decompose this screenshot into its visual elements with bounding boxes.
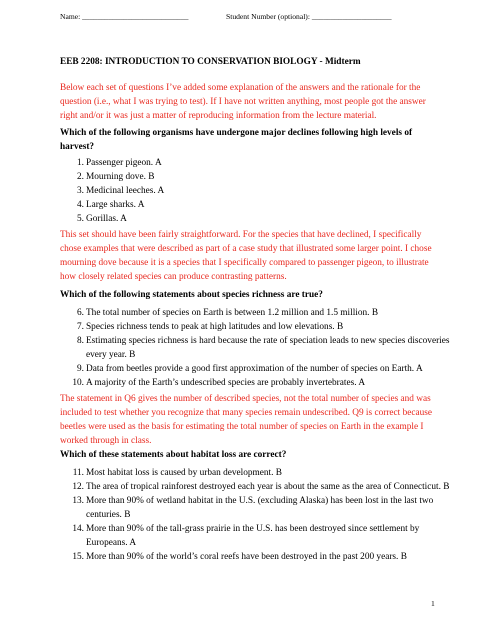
item-number: 11.	[72, 468, 84, 478]
section1-explanation: This set should have been fairly straightforward. For the species that have declined, I specifically chose examples that were described as part of a case study that illustrated some larger point. I chose mourning dove because it is a species that I specifically compared to passenger pigeon, to illustrate how closely related species can produce contrasting patterns.	[60, 230, 432, 282]
item-number: 1.	[77, 158, 84, 168]
intro-note: Below each set of questions I’ve added some explanation of the answers and the rationale for the question (i.e., what I was trying to test). If I have not written anything, most people got the answer right and/or it was just a matter of reproducing information from the lecture material.	[60, 83, 426, 121]
item-number: 6.	[77, 308, 84, 318]
item-text: More than 90% of the world’s coral reefs have been destroyed in the past 200 years. B	[86, 552, 407, 562]
item-text: Data from beetles provide a good first approximation of the number of species on Earth. A	[86, 364, 423, 374]
page-title: EEB 2208: INTRODUCTION TO CONSERVATION BIOLOGY - Midterm	[60, 57, 361, 67]
list-item	[60, 156, 450, 170]
item-number: 15.	[72, 552, 84, 562]
list-item	[60, 212, 450, 226]
section3-question: Which of these statements about habitat loss are correct?	[60, 450, 287, 460]
item-text: More than 90% of wetland habitat in the U.S. (excluding Alaska) has been lost in the last two centuries. B	[86, 496, 434, 520]
list-item	[60, 306, 450, 320]
list-item	[60, 550, 450, 564]
item-number: 14.	[72, 524, 84, 534]
list-item	[60, 522, 450, 550]
section2-list	[60, 306, 450, 390]
name-field-label: Name: ____________________________	[60, 12, 189, 21]
page-number: 1	[431, 599, 435, 608]
item-number: 5.	[77, 214, 84, 224]
student-number-field-label: Student Number (optional): _____________________	[226, 12, 392, 21]
item-text: The total number of species on Earth is between 1.2 million and 1.5 million. B	[86, 308, 379, 318]
item-text: A majority of the Earth’s undescribed species are probably invertebrates. A	[86, 378, 366, 388]
item-number: 4.	[77, 200, 84, 210]
item-text: Gorillas. A	[86, 214, 127, 224]
item-text: The area of tropical rainforest destroyed each year is about the same as the area of Connecticut. B	[86, 482, 450, 492]
item-text: Species richness tends to peak at high latitudes and low elevations. B	[86, 322, 344, 332]
section3-list	[60, 466, 450, 564]
item-number: 13.	[72, 496, 84, 506]
section1-question: Which of the following organisms have undergone major declines following high levels of harvest?	[60, 128, 413, 152]
list-item	[60, 362, 450, 376]
item-number: 9.	[77, 364, 84, 374]
list-item	[60, 376, 450, 390]
item-number: 12.	[72, 482, 84, 492]
item-number: 10.	[72, 378, 84, 388]
list-item	[60, 320, 450, 334]
item-text: Passenger pigeon. A	[86, 158, 162, 168]
list-item	[60, 494, 450, 522]
list-item	[60, 480, 450, 494]
item-text: Medicinal leeches. A	[86, 186, 165, 196]
item-text: Most habitat loss is caused by urban development. B	[86, 468, 282, 478]
section2-explanation: The statement in Q6 gives the number of described species, not the total number of species and was included to test whether you recognize that many species remain undescribed. Q9 is correct because beetles were used as the basis for estimating the total number of species on Earth in the example I worked through in class.	[60, 394, 432, 446]
list-item	[60, 466, 450, 480]
list-item	[60, 170, 450, 184]
list-item	[60, 184, 450, 198]
item-number: 2.	[77, 172, 84, 182]
item-number: 8.	[77, 336, 84, 346]
list-item	[60, 198, 450, 212]
section1-list	[60, 156, 450, 226]
item-number: 3.	[77, 186, 84, 196]
section2-question: Which of the following statements about species richness are true?	[60, 290, 323, 300]
item-text: Mourning dove. B	[86, 172, 155, 182]
list-item	[60, 334, 450, 362]
item-number: 7.	[77, 322, 84, 332]
item-text: More than 90% of the tall-grass prairie in the U.S. has been destroyed since settlement by Europeans. A	[86, 524, 420, 548]
item-text: Large sharks. A	[86, 200, 145, 210]
item-text: Estimating species richness is hard because the rate of speciation leads to new species discoveries every year. B	[86, 336, 450, 360]
